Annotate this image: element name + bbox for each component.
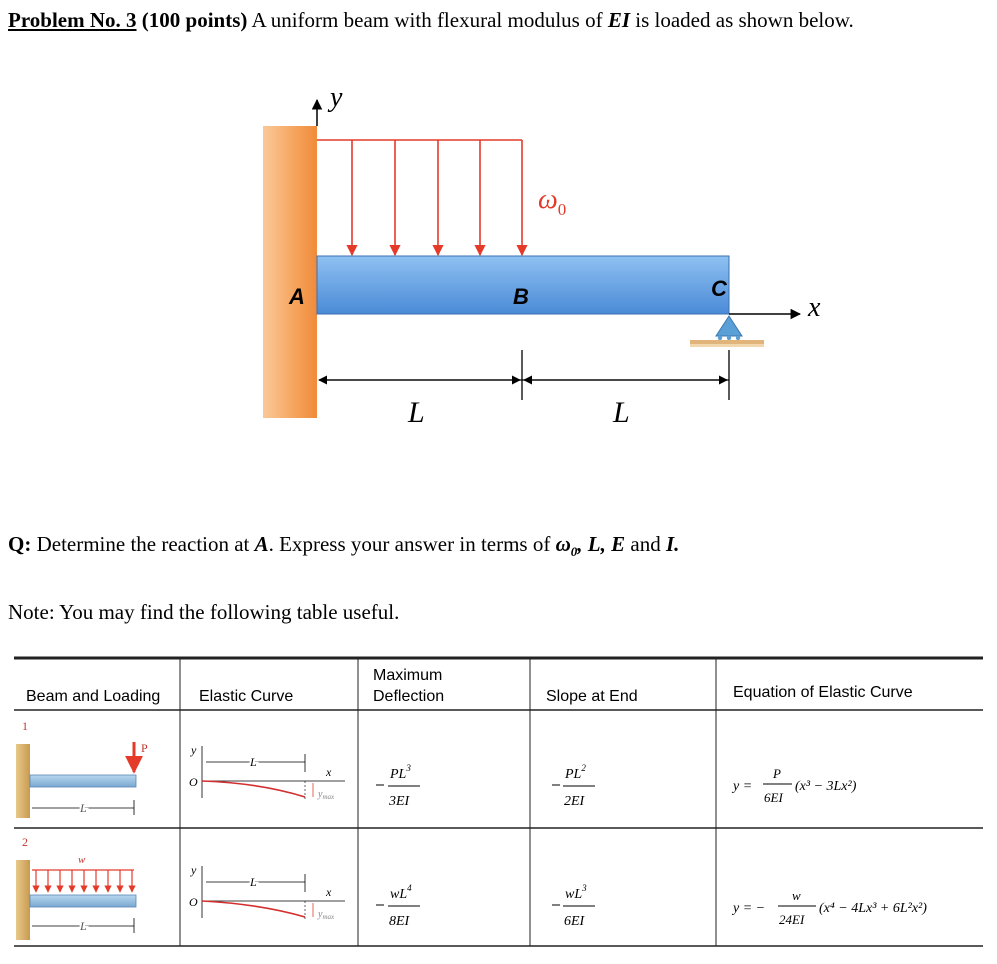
svg-text:O: O [189, 775, 198, 789]
question-text: Q: Determine the reaction at A. Express your answer in terms of $\omega_0$, L, E and I. [8, 532, 680, 560]
table-row [16, 835, 927, 940]
title-text-1: A uniform beam with flexural modulus of [247, 8, 608, 32]
dimension-lines [319, 350, 729, 400]
svg-text:2EI: 2EI [564, 794, 585, 809]
title-ei: EI [607, 8, 631, 32]
row-span: L [80, 801, 87, 815]
header-equation: Equation of Elastic Curve [733, 684, 913, 701]
svg-text:wL4: $wL^4$ [390, 883, 412, 902]
row-number: 2 [22, 835, 28, 849]
svg-text:24EI: 24EI [779, 912, 805, 927]
distributed-load [317, 140, 522, 255]
svg-text:y: y [191, 863, 197, 877]
svg-text:x: x [326, 885, 332, 899]
q-vars: $\omega_0$, L, E [555, 532, 626, 560]
row-number: 1 [22, 719, 28, 733]
svg-text:ymax: $y_{max}$ [318, 789, 335, 801]
svg-text:PL2: $PL^2$ [565, 763, 586, 782]
table-row [16, 719, 857, 818]
svg-text:y: y [191, 743, 197, 757]
row-span: L [80, 919, 87, 933]
svg-text:6EI: 6EI [564, 914, 585, 929]
load-label: $\omega_0$ [538, 184, 567, 219]
point-c-label: C [711, 276, 727, 301]
reference-table [0, 650, 997, 960]
header-curve: Elastic Curve [199, 688, 294, 705]
svg-text:w: w [792, 888, 801, 903]
svg-text:O: O [189, 895, 198, 909]
svg-text:(x³ − 3Lx²): (x³ − 3Lx²) [795, 779, 857, 794]
beam-diagram [0, 60, 997, 440]
row-load: P [141, 741, 148, 755]
span-2-label: L [613, 396, 630, 429]
problem-points: (100 points) [141, 8, 248, 32]
svg-text:y =: y = [733, 779, 753, 794]
header-slope: Slope at End [546, 688, 638, 705]
header-deflection-1: Maximum [373, 667, 443, 684]
header-beam: Beam and Loading [26, 688, 161, 705]
point-b-label: B [513, 284, 529, 309]
note-text: Note: You may find the following table useful. [8, 600, 400, 624]
svg-text:3EI: 3EI [389, 794, 410, 809]
svg-text:P: P [773, 766, 781, 781]
svg-text:x: x [326, 765, 332, 779]
row-load: w [78, 854, 86, 866]
y-axis-label: y [330, 82, 343, 113]
q-label: Q: [8, 532, 32, 556]
problem-title [8, 8, 854, 33]
svg-text:(x⁴ − 4Lx³ + 6L²x²): (x⁴ − 4Lx³ + 6L²x²) [819, 901, 927, 916]
svg-text:L: L [250, 755, 257, 769]
roller-support [690, 316, 764, 347]
problem-number: Problem No. 3 [8, 8, 137, 32]
q-point-a: A [254, 532, 269, 556]
fixed-wall [263, 126, 317, 418]
svg-text:8EI: 8EI [389, 914, 410, 929]
svg-text:wL3: $wL^3$ [565, 883, 587, 902]
point-a-label: A [289, 284, 305, 309]
x-axis-label: x [808, 292, 821, 323]
svg-text:ymax: $y_{max}$ [318, 909, 335, 921]
svg-text:y = −: y = − [733, 901, 766, 916]
header-deflection-2: Deflection [373, 688, 445, 705]
svg-text:6EI: 6EI [764, 790, 783, 805]
span-1-label: L [408, 396, 425, 429]
svg-text:L: L [250, 875, 257, 889]
title-text-2: is loaded as shown below. [630, 8, 854, 32]
svg-text:PL3: $PL^3$ [390, 763, 411, 782]
